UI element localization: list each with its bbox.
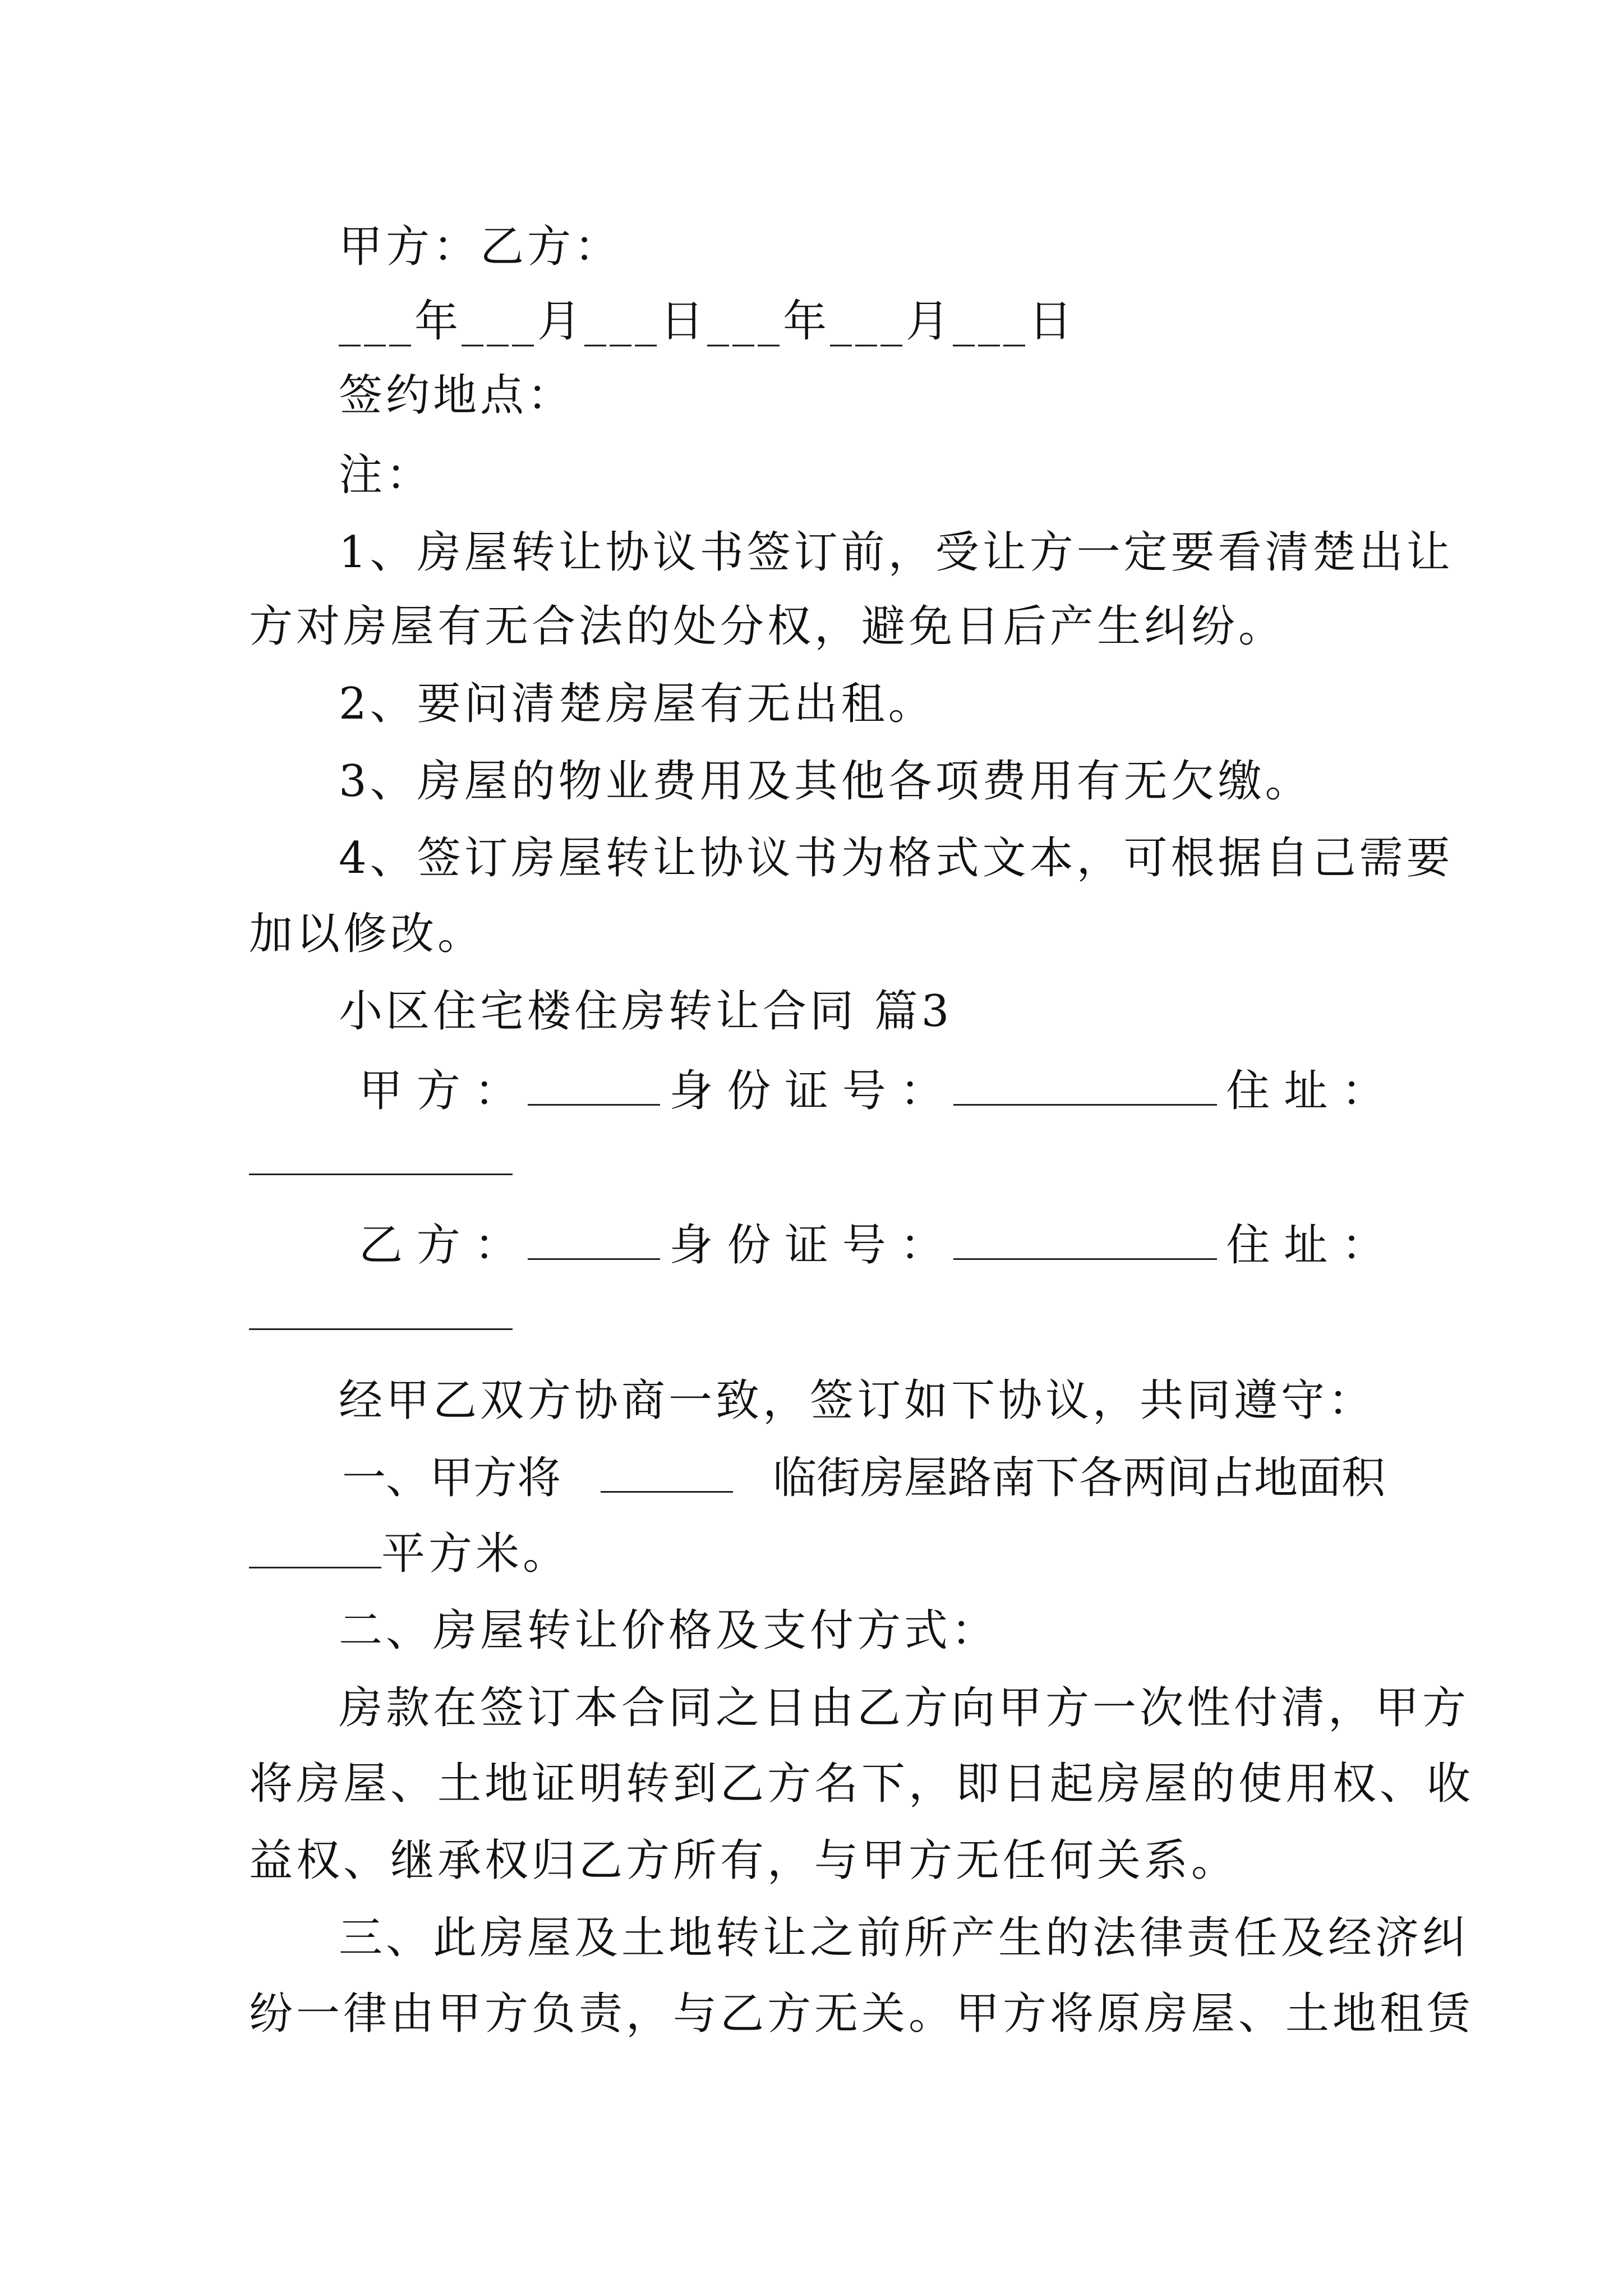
party-a-label: 甲 方 ：: [359, 1066, 518, 1116]
party-a-id-label: 身 份 证 号 ：: [669, 1066, 944, 1116]
note-2: 2、要问清楚房屋有无出租。: [339, 679, 935, 729]
note-1-line-1: 1、房屋转让协议书签订前，受让方一定要看清楚出让: [339, 527, 1454, 578]
party-a-address-blank: [249, 1174, 513, 1175]
party-b-line: [359, 1214, 1385, 1276]
clause-3-line-2: 纷一律由甲方负责，与乙方无关。甲方将原房屋、土地租赁: [249, 1989, 1474, 2039]
party-b-address-label: 住 址 ：: [1226, 1220, 1385, 1271]
note-1-line-2: 方对房屋有无合法的处分权，避免日后产生纠纷。: [249, 601, 1286, 652]
clause-2-line-1: 房款在签订本合同之日由乙方向甲方一次性付清，甲方: [339, 1683, 1470, 1733]
note-4-line-2: 加以修改。: [249, 909, 485, 959]
party-a-line: [359, 1060, 1385, 1122]
signature-date-line: ___年___月___日___年___月___日: [339, 296, 1076, 347]
party-b-id-label: 身 份 证 号 ：: [669, 1220, 944, 1271]
clause-1-area-blank: [249, 1523, 381, 1568]
party-b-name-blank: [528, 1214, 660, 1260]
signing-place-line: 签约地点：: [339, 370, 575, 421]
party-a-name-blank: [528, 1060, 660, 1106]
clause-1-area-unit: 平方米。: [381, 1529, 570, 1579]
agreement-intro: 经甲乙双方协商一致，签订如下协议，共同遵守：: [339, 1375, 1376, 1426]
note-4-line-1: 4、签订房屋转让协议书为格式文本，可根据自己需要: [339, 833, 1454, 884]
signature-parties-line: 甲方：乙方：: [339, 222, 622, 272]
party-a-id-blank: [953, 1060, 1217, 1106]
clause-2-line-3: 益权、继承权归乙方所有，与甲方无任何关系。: [249, 1835, 1239, 1886]
party-b-id-blank: [953, 1214, 1217, 1260]
clause-3-line-1: 三、此房屋及土地转让之前所产生的法律责任及经济纠: [339, 1913, 1470, 1963]
clause-2-heading: 二、房屋转让价格及支付方式：: [339, 1605, 999, 1656]
clause-1-line-1: [342, 1447, 1385, 1509]
party-b-label: 乙 方 ：: [359, 1220, 518, 1271]
party-a-address-label: 住 址 ：: [1226, 1066, 1385, 1116]
clause-2-line-2: 将房屋、土地证明转到乙方名下，即日起房屋的使用权、收: [249, 1759, 1474, 1809]
clause-1-prefix: 一、甲方将: [342, 1453, 561, 1503]
clause-1-suffix: 临街房屋路南下各两间占地面积: [772, 1453, 1385, 1503]
note-3: 3、房屋的物业费用及其他各项费用有无欠缴。: [339, 756, 1312, 807]
notes-heading: 注：: [339, 450, 434, 500]
clause-1-location-blank: [601, 1447, 733, 1493]
section-title: 小区住宅楼住房转让合同 篇3: [339, 986, 953, 1037]
clause-1-line-2: [249, 1523, 1385, 1585]
party-b-address-blank: [249, 1328, 513, 1330]
